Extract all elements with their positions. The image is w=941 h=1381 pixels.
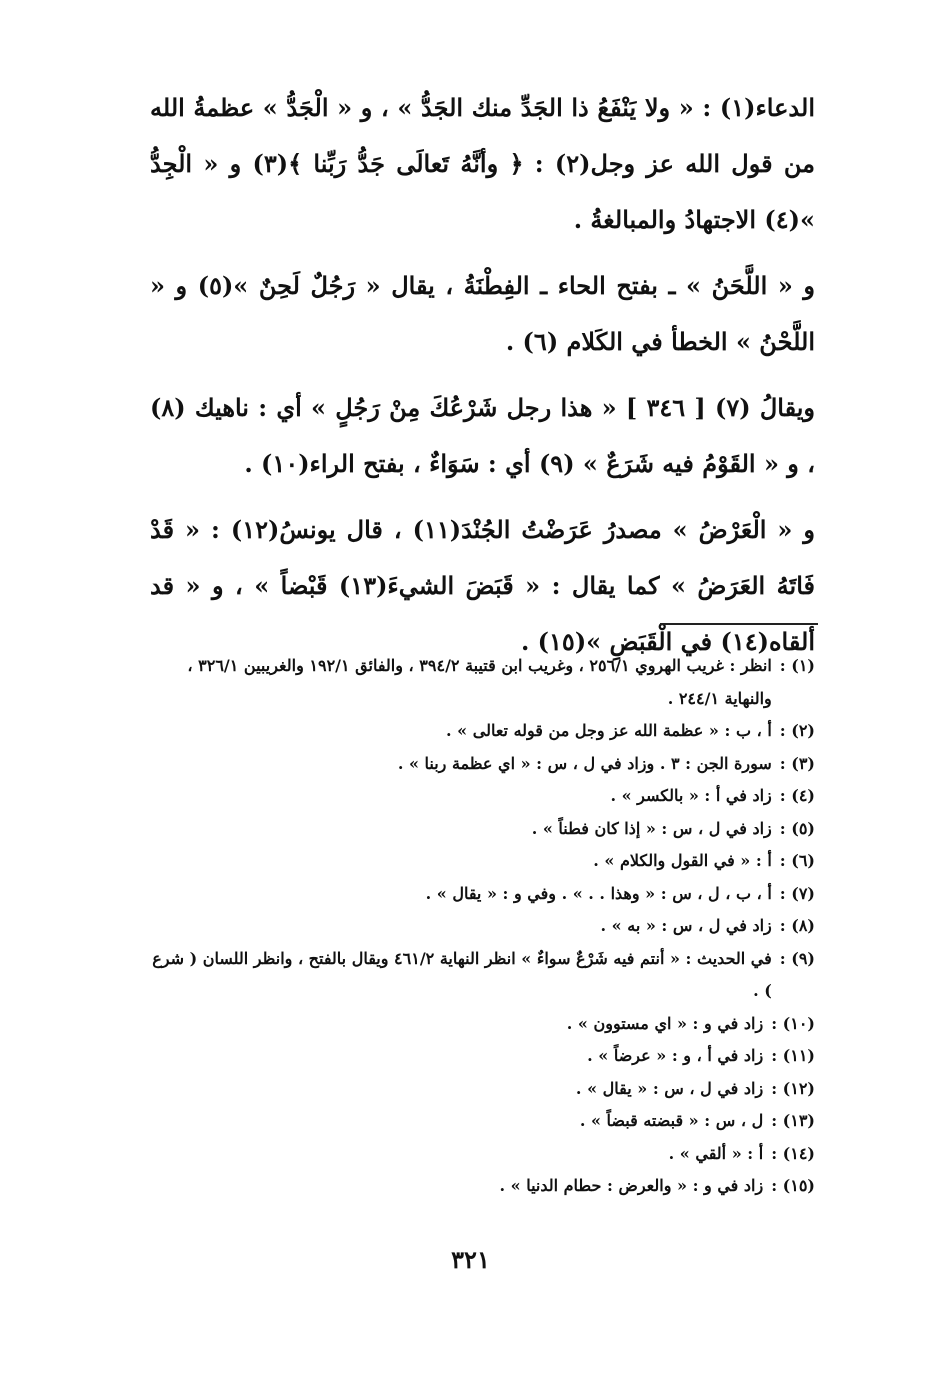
- footnote-text: أ ، ب ، ل ، س : « وهذا . . » . وفي و : « يقال » .: [425, 883, 772, 903]
- footnote-number: (٦) :: [779, 851, 815, 870]
- footnote-text: زاد في و : « اي مستوون » .: [566, 1013, 764, 1033]
- footnote-text: أ : « ألقي » .: [668, 1143, 764, 1163]
- footnote: [150, 715, 815, 748]
- paragraph: الدعاء(١) : « ولا يَنْفَعُ ذا الجَدِّ منك الجَدُّ » ، و « الْجَدُّ » عظمةُ الله من قول الله عز وجل(٢) : ﴿ وأنَّهُ تَعالَى جَدُّ رَبِّنا ﴾(٣) و « الْجِدُّ »(٤) الاجتهادُ والمبالغةُ .: [150, 93, 815, 234]
- page-number: ٣٢١: [451, 1245, 490, 1274]
- footnote: [150, 813, 815, 846]
- footnote-number: (٢) :: [779, 721, 815, 740]
- footnote-number: (١٢) :: [771, 1078, 815, 1098]
- footnote-number: (١٠) :: [771, 1013, 815, 1033]
- footnote: [150, 650, 815, 715]
- footnote-text: أ ، ب : « عظمة الله عز وجل من قوله تعالى » .: [446, 721, 772, 740]
- footnote: [150, 1073, 815, 1106]
- footnote-number: (٨) :: [779, 916, 815, 935]
- footnote-separator: [660, 623, 818, 625]
- footnote-text: زاد في ل ، س : « به » .: [600, 916, 772, 935]
- footnote-number: (١٥) :: [771, 1176, 815, 1195]
- footnote-text: سورة الجن : ٣ . وزاد في ل ، س : « اي عظمة ربنا » .: [397, 753, 772, 773]
- footnote-text: ل ، س : « قبضته قبضاً » .: [579, 1111, 764, 1130]
- footnote-text: في الحديث : « أنتم فيه شَرْعٌ سواءٌ » انظر النهاية ٤٦١/٢ ويقال بالفتح ، وانظر اللسان ( شرع ) .: [152, 948, 772, 1000]
- footnote: [150, 943, 815, 1008]
- footnote-number: (١٤) :: [771, 1143, 815, 1163]
- footnote: [150, 748, 815, 781]
- footnote-number: (١) :: [779, 656, 815, 675]
- footnotes: [150, 650, 815, 1203]
- footnote: [150, 845, 815, 878]
- footnote-number: (٥) :: [779, 818, 815, 838]
- footnote: [150, 1040, 815, 1073]
- footnote-text: زاد في ل ، س : « إذا كان فطناً » .: [531, 818, 772, 838]
- footnote: [150, 1105, 815, 1138]
- footnote-number: (١١) :: [771, 1046, 815, 1065]
- paragraph: و « الْعَرْضُ » مصدرُ عَرَضْتُ الجُنْدَ(١١) ، قال يونسُ(١٢) : « قَدْ فَاتَهُ العَرَضُ » كما يقال : « قَبَضَ الشيءَ(١٣) قَبْضاً » ، و « قد ألقاه(١٤) في الْقَبَضِ »(١٥) .: [150, 515, 816, 656]
- footnote-number: (٣) :: [779, 753, 815, 773]
- footnote: [150, 878, 815, 911]
- main-text: [150, 80, 815, 680]
- footnote-text: انظر : غريب الهروي ٢٥٦/١ ، وغريب ابن قتيبة ٣٩٤/٢ ، والفائق ١٩٢/١ والغريبين ٣٢٦/١ ، والنهاية ٢٤٤/١ .: [187, 656, 772, 708]
- footnote-number: (٩) :: [779, 948, 815, 968]
- footnote: [150, 910, 815, 943]
- footnote: [150, 1008, 815, 1041]
- footnote: [150, 780, 815, 813]
- footnote-text: زاد في أ ، و : « عرضاً » .: [587, 1046, 764, 1065]
- footnote-number: (١٣) :: [771, 1111, 815, 1130]
- footnote-text: زاد في ل ، س : « يقال » .: [575, 1078, 764, 1098]
- footnote: [150, 1170, 815, 1203]
- paragraph: ويقالُ (٧) [ ٣٤٦ ] « هذا رجل شَرْعُكَ مِنْ رَجُلٍ » أي : ناهيك (٨) ، و « القَوْمُ فيه شَرَعٌ » (٩) أي : سَوَاءٌ ، بفتح الراء(١٠) .: [150, 393, 815, 478]
- footnote: [150, 1138, 815, 1171]
- footnote-number: (٤) :: [779, 786, 815, 805]
- footnote-number: (٧) :: [779, 883, 815, 903]
- paragraph: و « اللَّحَنُ » ـ بفتح الحاء ـ الفِطْنَةُ ، يقال « رَجُلٌ لَحِنٌ »(٥) و « اللَّحْنُ » الخطأ في الكَلام (٦) .: [150, 271, 815, 356]
- footnote-text: زاد في و : « والعرض : حطام الدنيا » .: [499, 1176, 764, 1195]
- footnote-text: أ : « في القول والكلام » .: [593, 851, 772, 870]
- footnote-text: زاد في أ : « بالكسر » .: [610, 786, 772, 805]
